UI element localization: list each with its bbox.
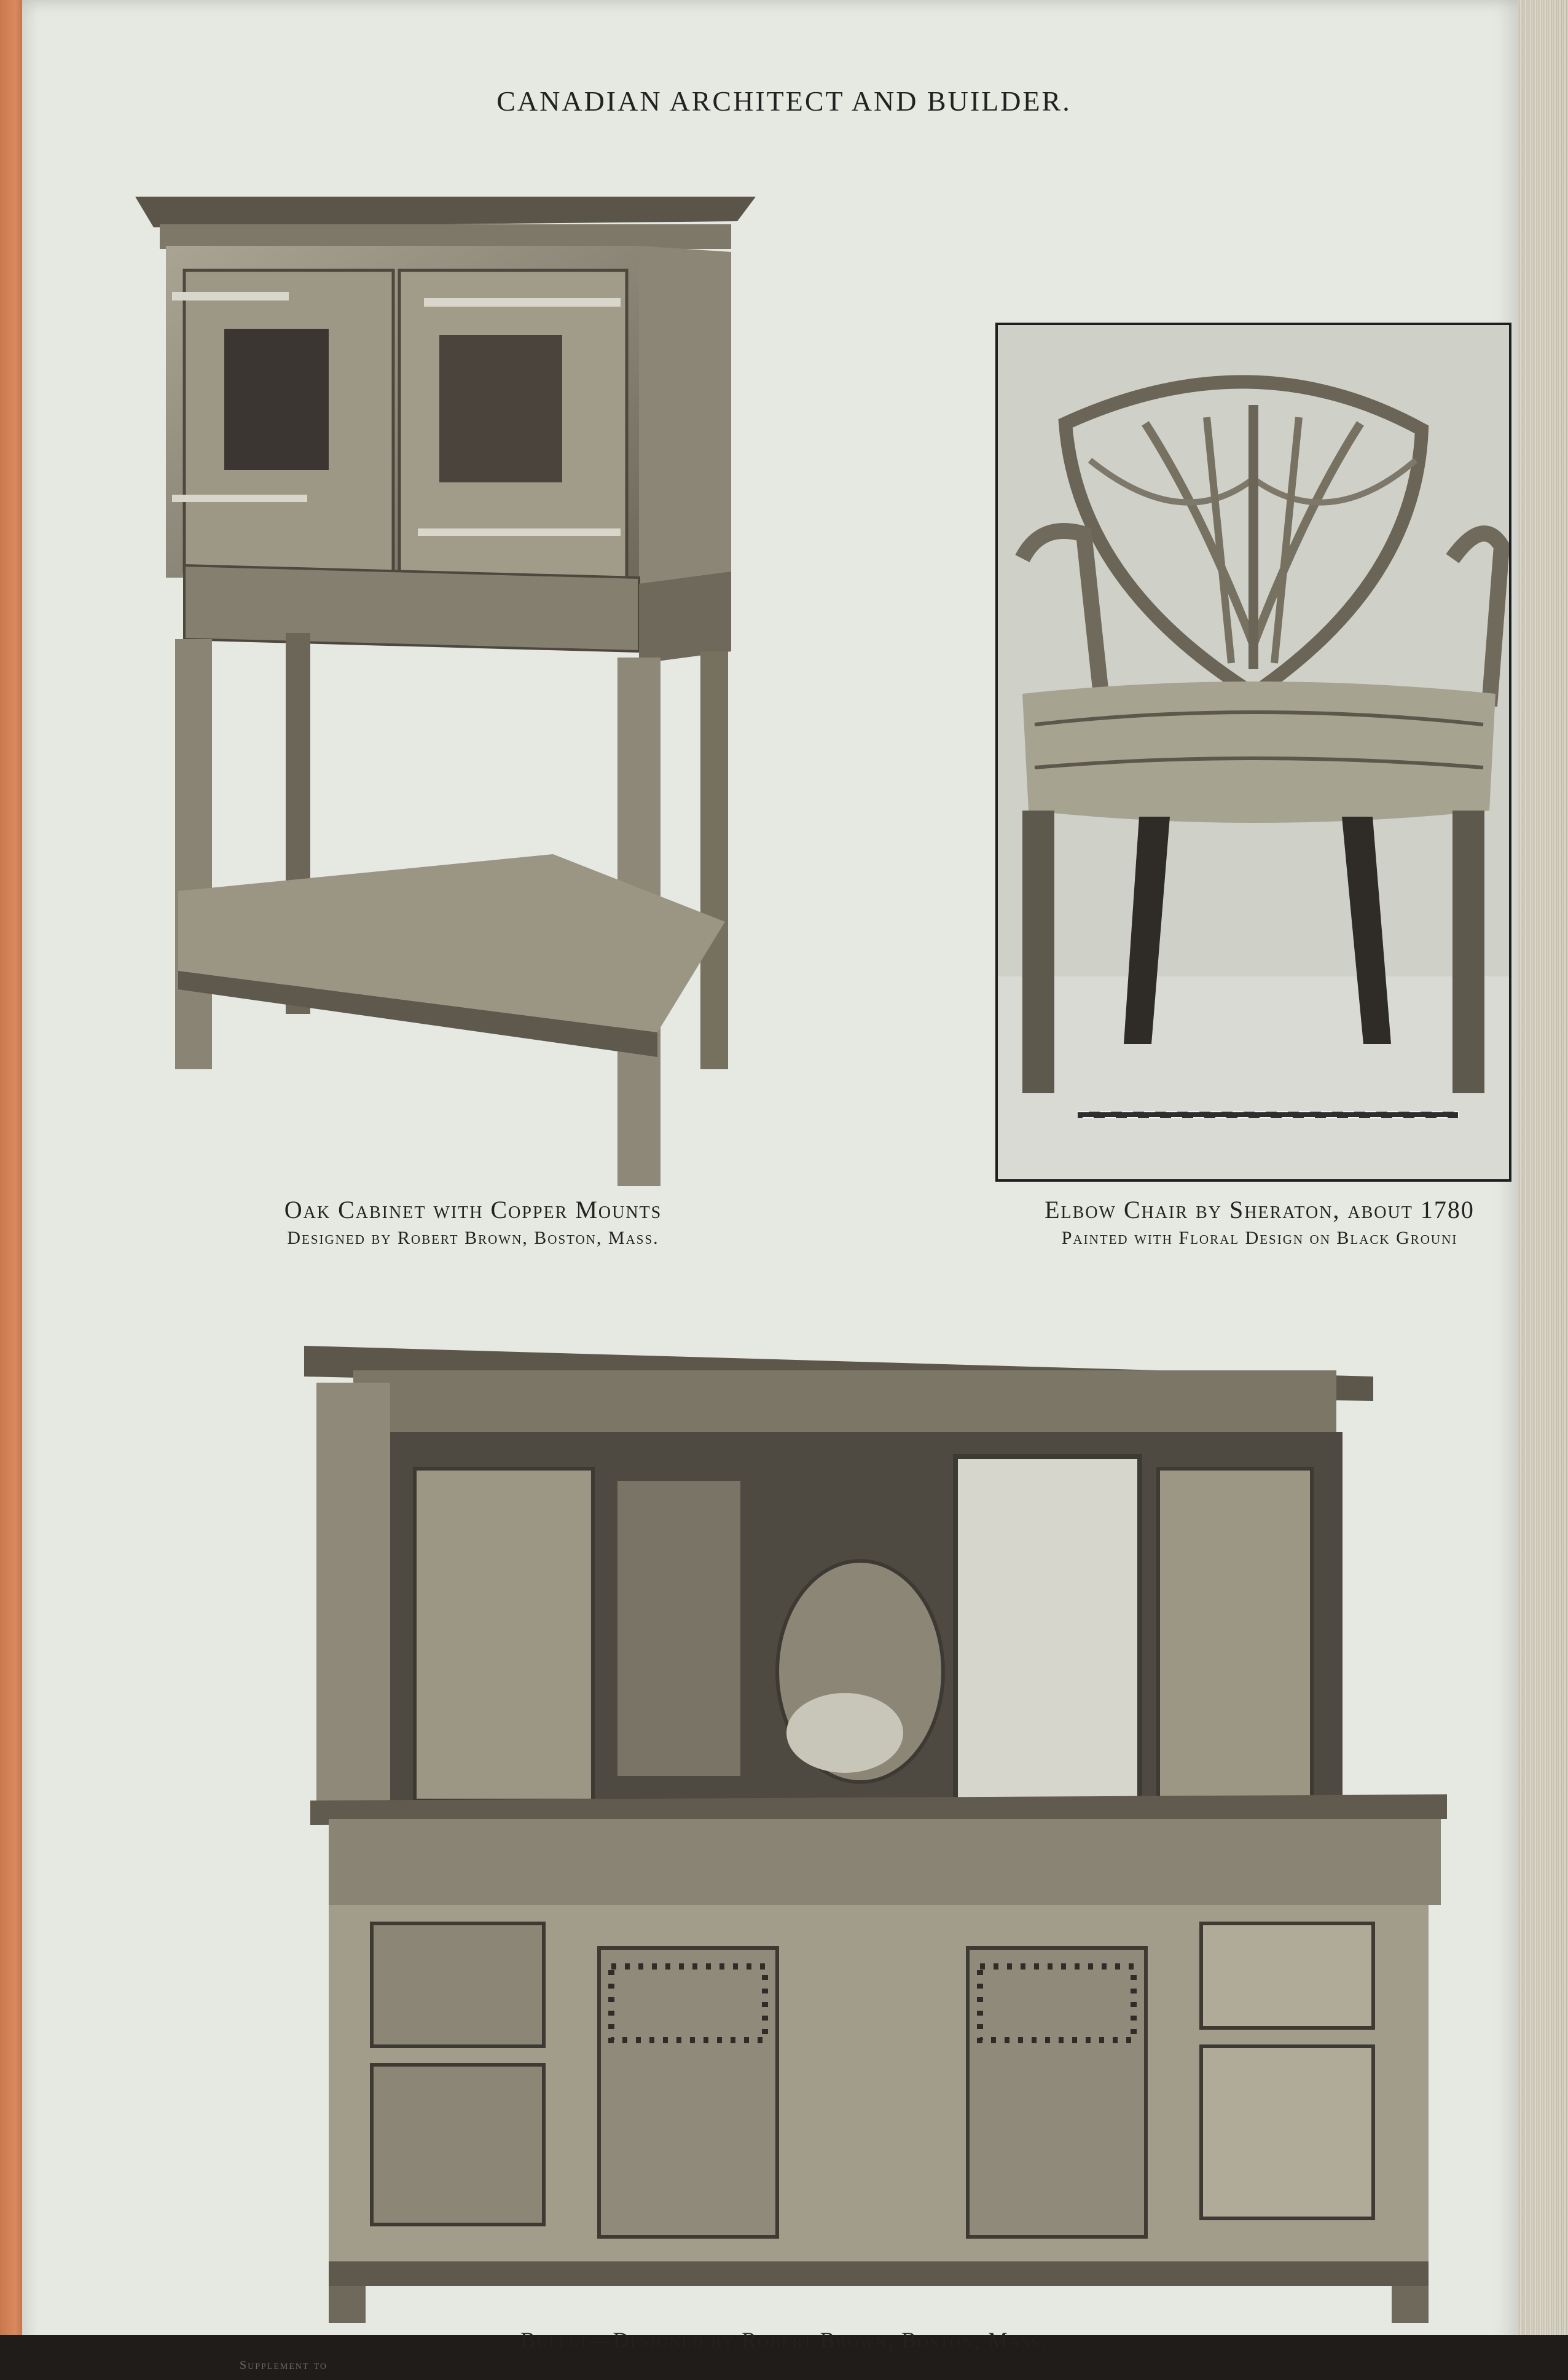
oak-cabinet-image [129,184,768,1217]
cabinet-caption-credit: Designed by Robert Brown, Boston, Mass. [287,1228,659,1248]
sheraton-chair-image [998,325,1509,1179]
page-edges [1518,0,1568,2380]
page-title: CANADIAN ARCHITECT AND BUILDER. [496,85,1072,117]
chair-caption-title: Elbow Chair by Sheraton, about 1780 [1045,1196,1475,1223]
supplement-fold-text: Supplement to [240,2358,327,2372]
chair-caption [995,1195,1524,1249]
cabinet-caption-title: Oak Cabinet with Copper Mounts [284,1196,662,1223]
chair-caption-description: Painted with Floral Design on Black Grouni [1061,1228,1458,1248]
buffet-caption-text: Buffet—Designed by Robert Brown, Boston, Mass. [520,2328,1048,2352]
oak-cabinet-drawing [129,184,768,1217]
chair-plate-frame [995,323,1511,1182]
cabinet-caption [221,1195,725,1249]
buffet-drawing [304,1333,1459,2329]
buffet-image [304,1333,1459,2329]
buffet-caption [0,2327,1568,2353]
